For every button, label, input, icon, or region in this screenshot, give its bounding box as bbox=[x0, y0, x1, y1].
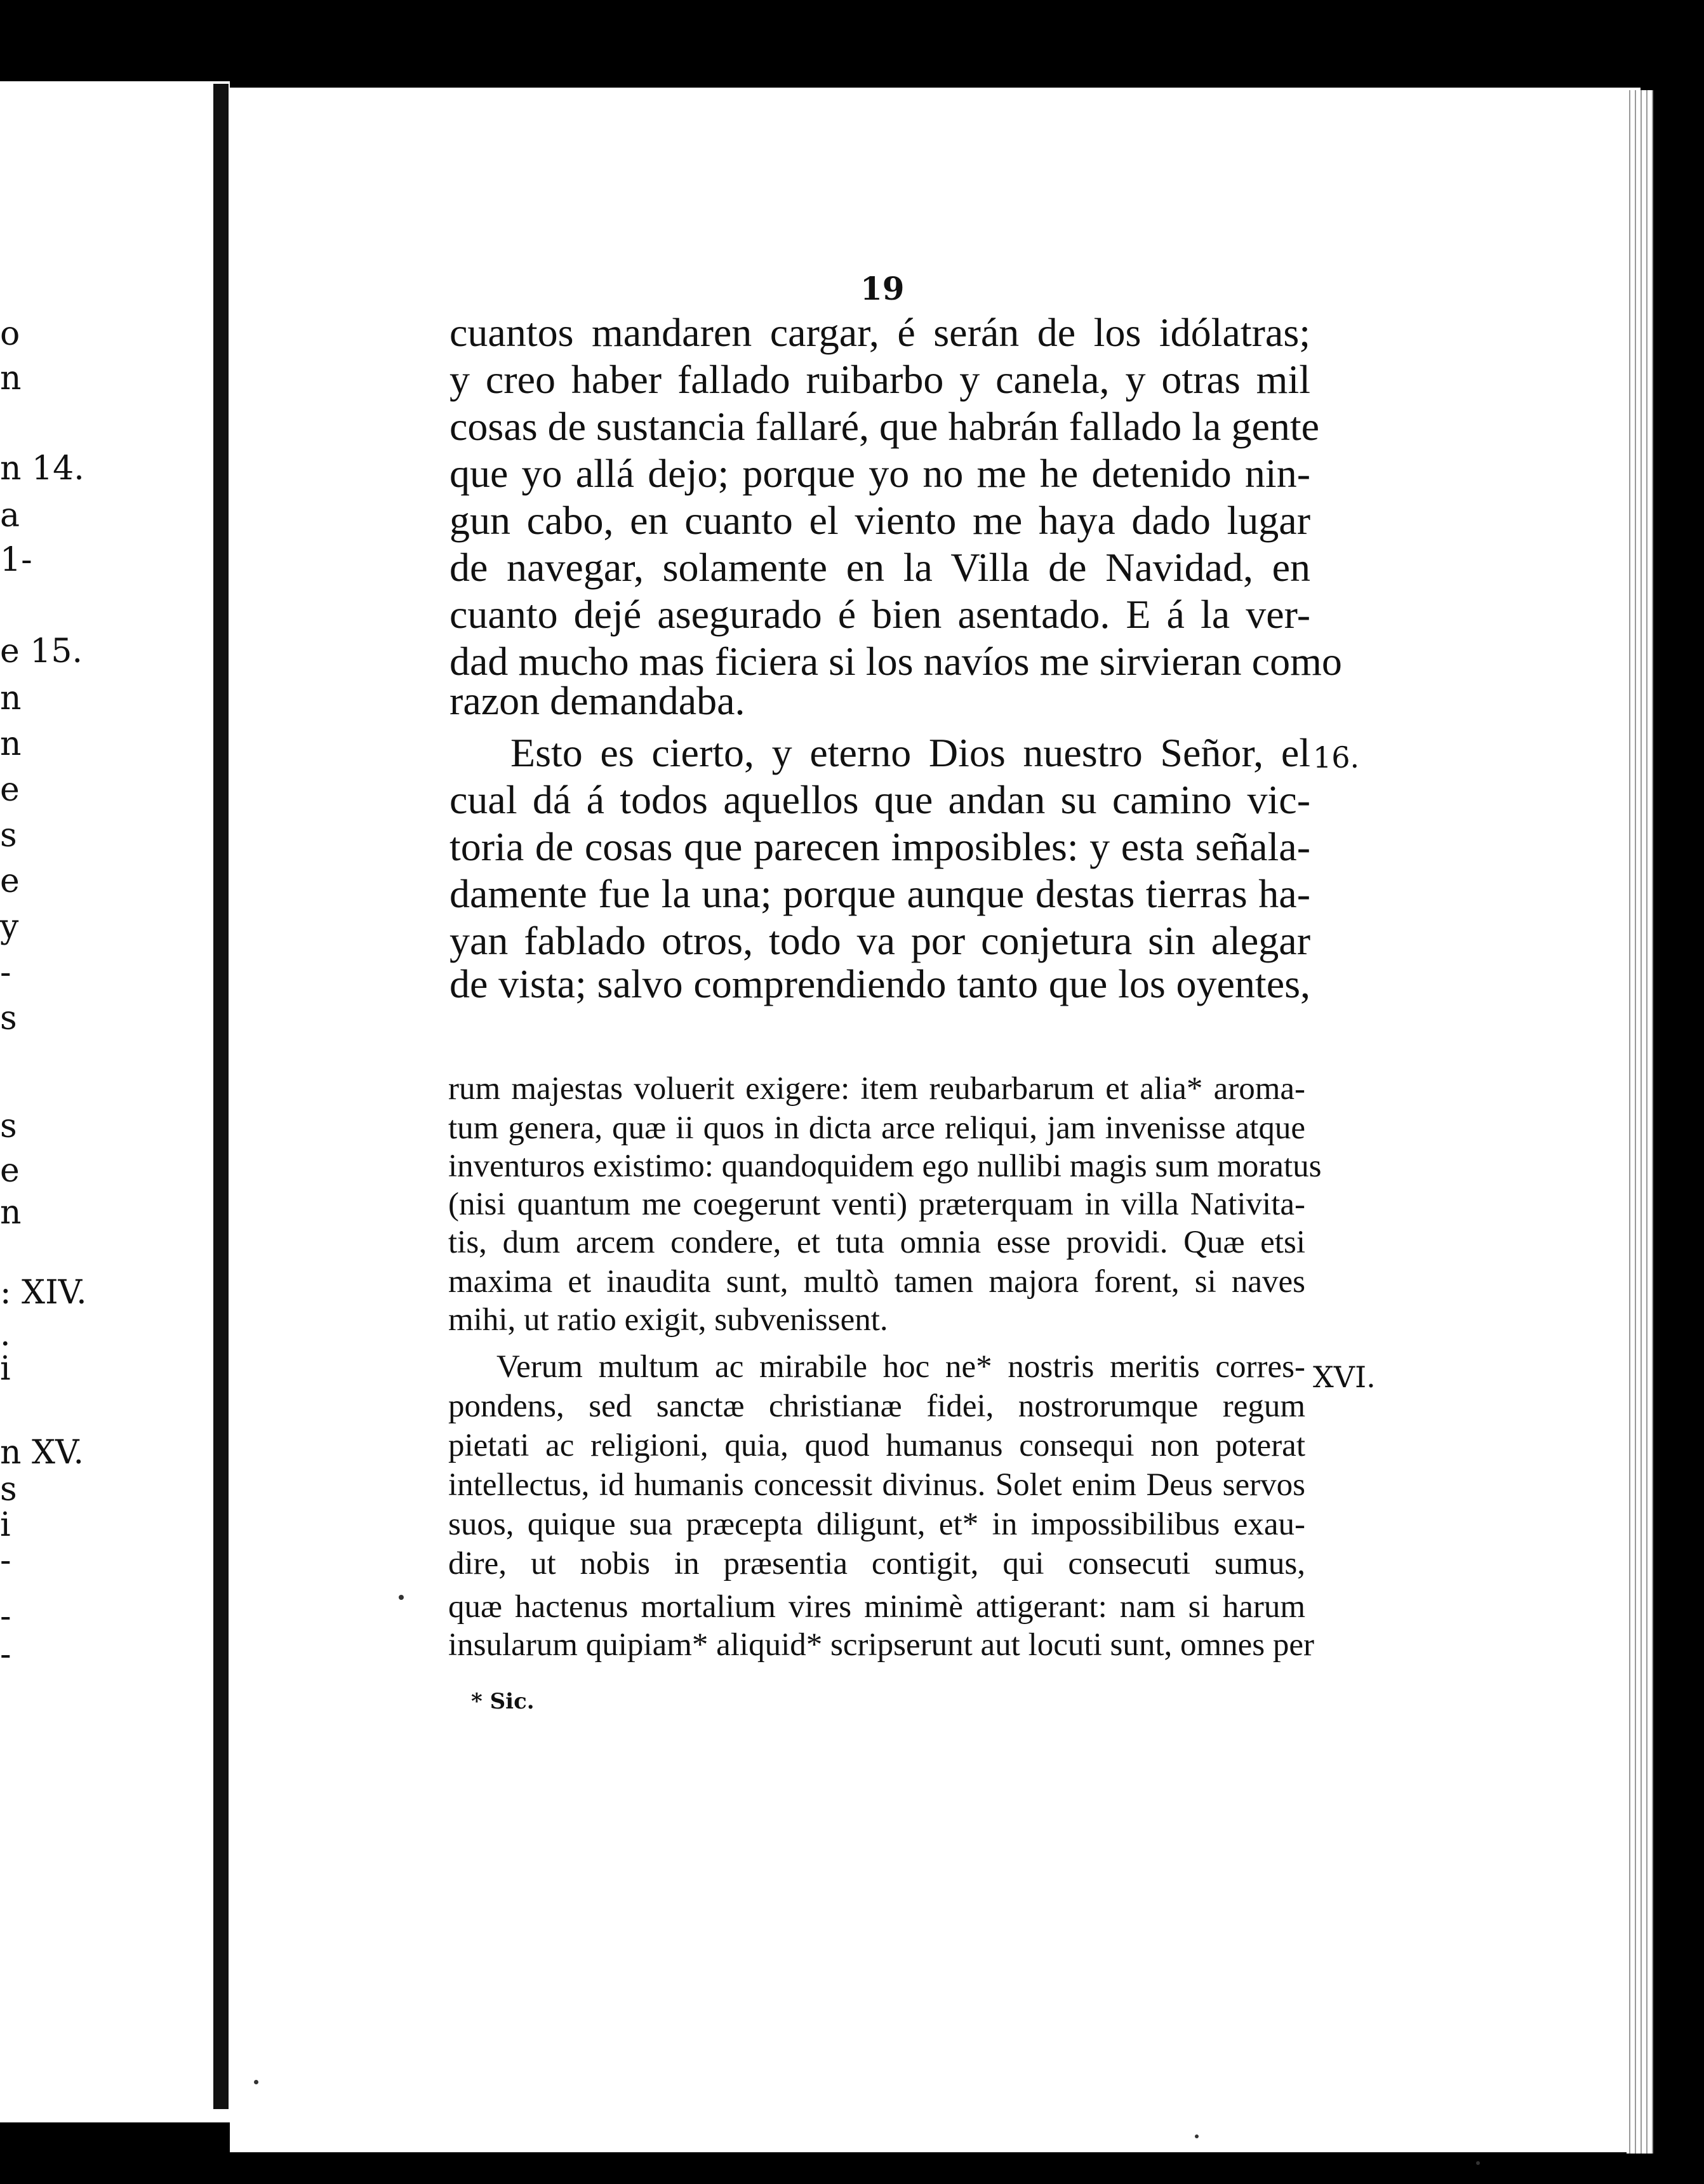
left-fragment: y bbox=[0, 908, 19, 946]
page-number: 19 bbox=[860, 270, 905, 307]
paper-speck bbox=[1195, 2134, 1199, 2138]
text-line: gun cabo, en cuanto el viento me haya dado lugar bbox=[449, 498, 1310, 543]
paper-speck bbox=[1476, 2161, 1480, 2165]
left-fragment: e bbox=[0, 1152, 20, 1190]
left-fragment: n bbox=[0, 725, 22, 763]
left-fragment: - bbox=[0, 1541, 11, 1580]
previous-page-fragment bbox=[0, 81, 230, 2122]
text-line: razon demandaba. bbox=[449, 678, 745, 723]
text-line: dad mucho mas ficiera si los navíos me sirvieran como bbox=[449, 639, 1342, 684]
left-fragment: - bbox=[0, 954, 11, 992]
text-line: cosas de sustancia fallaré, que habrán fallado la gente bbox=[449, 404, 1320, 449]
text-line: Verum multum ac mirabile hoc ne* nostris meritis corres- bbox=[496, 1349, 1305, 1385]
left-fragment: - bbox=[0, 1597, 11, 1635]
footnote: * Sic. bbox=[471, 1689, 535, 1714]
text-line: tis, dum arcem condere, et tuta omnia esse providi. Quæ etsi bbox=[448, 1225, 1305, 1260]
left-fragment: e bbox=[0, 862, 20, 900]
text-line: mihi, ut ratio exigit, subvenissent. bbox=[448, 1302, 888, 1338]
text-line: de navegar, solamente en la Villa de Navidad, en bbox=[449, 545, 1310, 590]
text-line: pondens, sed sanctæ christianæ fidei, nostrorumque regum bbox=[448, 1388, 1305, 1424]
left-fragment: i bbox=[0, 1350, 11, 1388]
paper-speck bbox=[254, 2080, 258, 2084]
page-stack-edge bbox=[1627, 90, 1653, 2154]
left-fragment: n 14. bbox=[0, 449, 84, 488]
left-fragment: n bbox=[0, 1194, 22, 1232]
left-fragment: s bbox=[0, 1107, 17, 1145]
text-line: y creo haber fallado ruibarbo y canela, y otras mil bbox=[449, 357, 1310, 402]
text-line: cual dá á todos aquellos que andan su camino vic- bbox=[449, 777, 1310, 822]
text-line: cuanto dejé asegurado é bien asentado. E á la ver- bbox=[449, 592, 1310, 637]
left-fragment: s bbox=[0, 816, 17, 855]
text-line: toria de cosas que parecen imposibles: y esta señala- bbox=[449, 824, 1310, 869]
left-fragment: e bbox=[0, 771, 20, 809]
text-line: insularum quipiam* aliquid* scripserunt aut locuti sunt, omnes per bbox=[448, 1627, 1315, 1663]
left-fragment: n bbox=[0, 679, 22, 717]
left-fragment: s bbox=[0, 999, 17, 1037]
text-line: intellectus, id humanis concessit divinus. Solet enim Deus servos bbox=[448, 1467, 1305, 1503]
left-fragment: s bbox=[0, 1470, 17, 1508]
left-fragment: . bbox=[0, 1315, 11, 1354]
left-fragment: - bbox=[0, 1635, 11, 1674]
margin-note-spanish: 16. bbox=[1313, 740, 1360, 775]
text-line: rum majestas voluerit exigere: item reubarbarum et alia* aroma- bbox=[448, 1071, 1305, 1107]
text-line: damente fue la una; porque aunque destas tierras ha- bbox=[449, 871, 1310, 916]
text-line: yan fablado otros, todo va por conjetura sin alegar bbox=[449, 918, 1310, 963]
left-fragment: n bbox=[0, 359, 22, 397]
text-line: quæ hactenus mortalium vires minimè attigerant: nam si harum bbox=[448, 1589, 1305, 1625]
left-fragment: i bbox=[0, 1506, 11, 1544]
text-line: (nisi quantum me coegerunt venti) præterquam in villa Nativita- bbox=[448, 1187, 1305, 1222]
left-fragment: n XV. bbox=[0, 1434, 84, 1472]
left-fragment: a bbox=[0, 496, 20, 535]
text-line: inventuros existimo: quandoquidem ego nullibi magis sum moratus bbox=[448, 1149, 1322, 1184]
paper-speck bbox=[399, 1595, 404, 1600]
book-gutter bbox=[213, 84, 229, 2109]
text-line: que yo allá dejo; porque yo no me he detenido nin- bbox=[449, 451, 1310, 496]
text-line: de vista; salvo comprendiendo tanto que los oyentes, bbox=[449, 961, 1310, 1006]
margin-note-latin: XVI. bbox=[1313, 1360, 1376, 1394]
text-line: cuantos mandaren cargar, é serán de los idólatras; bbox=[449, 310, 1310, 355]
text-line: suos, quique sua præcepta diligunt, et* in impossibilibus exau- bbox=[448, 1507, 1305, 1542]
text-line: tum genera, quæ ii quos in dicta arce reliqui, jam invenisse atque bbox=[448, 1110, 1305, 1146]
text-line: Esto es cierto, y eterno Dios nuestro Señor, el bbox=[510, 730, 1310, 775]
left-fragment: o bbox=[0, 315, 20, 353]
left-fragment: 1- bbox=[0, 541, 32, 579]
text-line: dire, ut nobis in præsentia contigit, qui consecuti sumus, bbox=[448, 1546, 1305, 1581]
left-fragment: : XIV. bbox=[0, 1274, 87, 1312]
text-line: maxima et inaudita sunt, multò tamen majora forent, si naves bbox=[448, 1264, 1305, 1300]
text-line: pietati ac religioni, quia, quod humanus consequi non poterat bbox=[448, 1428, 1305, 1463]
left-fragment: e 15. bbox=[0, 632, 83, 670]
